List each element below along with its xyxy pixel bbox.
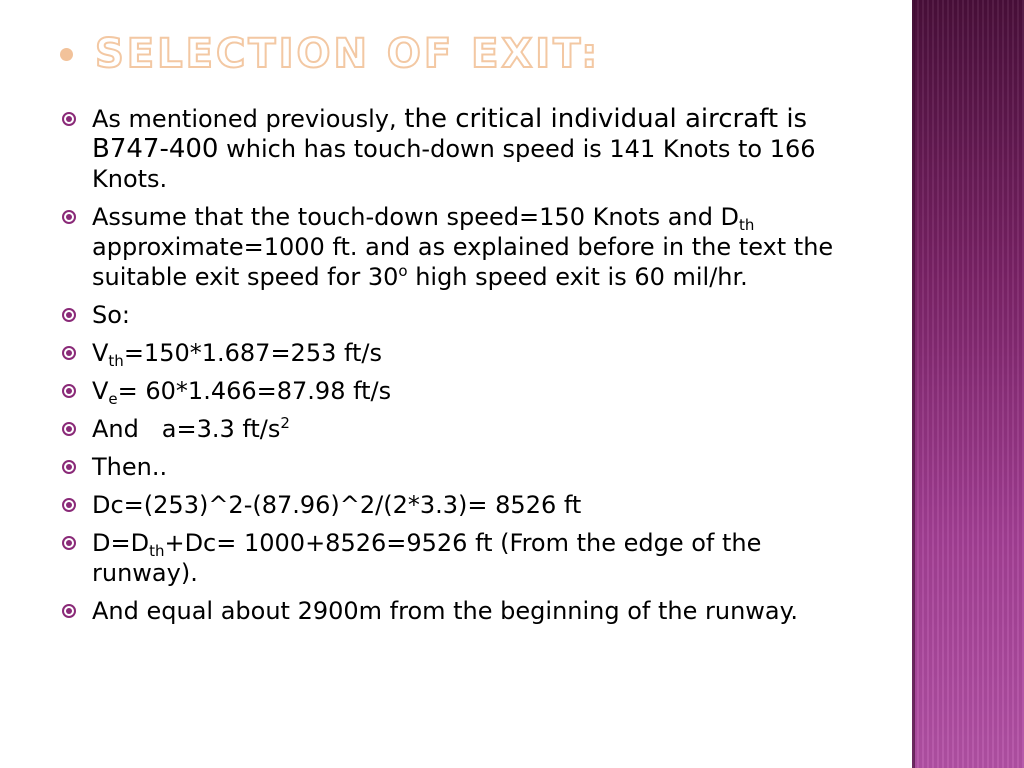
bullet-text: And equal about 2900m from the beginning of the runway. <box>92 597 799 625</box>
bullet-item <box>62 104 852 194</box>
bullet-icon <box>62 308 76 322</box>
bullet-text-part: And a=3.3 ft/s <box>92 415 281 443</box>
bullet-text <box>92 104 852 194</box>
bullet-icon <box>62 210 76 224</box>
bullet-icon <box>62 112 76 126</box>
subscript: th <box>149 542 165 560</box>
bullet-icon <box>62 384 76 398</box>
bullet-text <box>92 376 852 406</box>
bullet-text: Then.. <box>92 453 168 481</box>
bullet-text-part: approximate=1000 ft. and as explained before in the text the suitable exit speed for 30 <box>92 233 834 291</box>
bullet-icon <box>62 460 76 474</box>
bullet-text-part: V <box>92 377 109 405</box>
bullet-text-part: +Dc= 1000+8526=9526 ft (From the edge of the runway). <box>92 529 762 587</box>
bullet-item <box>62 300 852 330</box>
superscript: o <box>398 262 408 280</box>
subscript: th <box>739 216 755 234</box>
side-band-edge <box>912 0 915 768</box>
decorative-side-band <box>912 0 1024 768</box>
bullet-item <box>62 414 852 444</box>
bullet-item <box>62 202 852 292</box>
bullet-item <box>62 596 852 626</box>
bullet-list <box>62 104 852 634</box>
bullet-text-part: D=D <box>92 529 150 557</box>
bullet-text-part: As mentioned previously, <box>92 105 397 133</box>
bullet-icon <box>62 536 76 550</box>
bullet-text: Dc=(253)^2-(87.96)^2/(2*3.3)= 8526 ft <box>92 491 582 519</box>
subscript: th <box>108 352 124 370</box>
bullet-icon <box>62 498 76 512</box>
title-row <box>60 24 600 84</box>
bullet-text-part: which has touch-down speed is 141 Knots to 166 Knots. <box>92 135 816 193</box>
bullet-text: So: <box>92 301 131 329</box>
bullet-text-emphasis: the critical individual aircraft is B747-400 <box>92 104 808 164</box>
bullet-text-part: high speed exit is 60 mil/hr. <box>415 263 748 291</box>
slide-title: SELECTION OF EXIT: <box>95 31 601 77</box>
bullet-item <box>62 452 852 482</box>
bullet-text-part: Assume that the touch-down speed=150 Knots and D <box>92 203 740 231</box>
title-bullet-icon <box>60 48 73 61</box>
bullet-text <box>92 528 852 588</box>
superscript: 2 <box>280 414 290 432</box>
bullet-text-part: V <box>92 339 109 367</box>
subscript: e <box>108 390 118 408</box>
bullet-text <box>92 338 852 368</box>
bullet-text <box>92 202 852 292</box>
bullet-item <box>62 490 852 520</box>
bullet-icon <box>62 346 76 360</box>
bullet-item <box>62 528 852 588</box>
bullet-icon <box>62 604 76 618</box>
bullet-text-part: = 60*1.466=87.98 ft/s <box>117 377 392 405</box>
bullet-item <box>62 376 852 406</box>
bullet-item <box>62 338 852 368</box>
bullet-icon <box>62 422 76 436</box>
bullet-text <box>92 414 852 444</box>
bullet-text-part: =150*1.687=253 ft/s <box>123 339 383 367</box>
